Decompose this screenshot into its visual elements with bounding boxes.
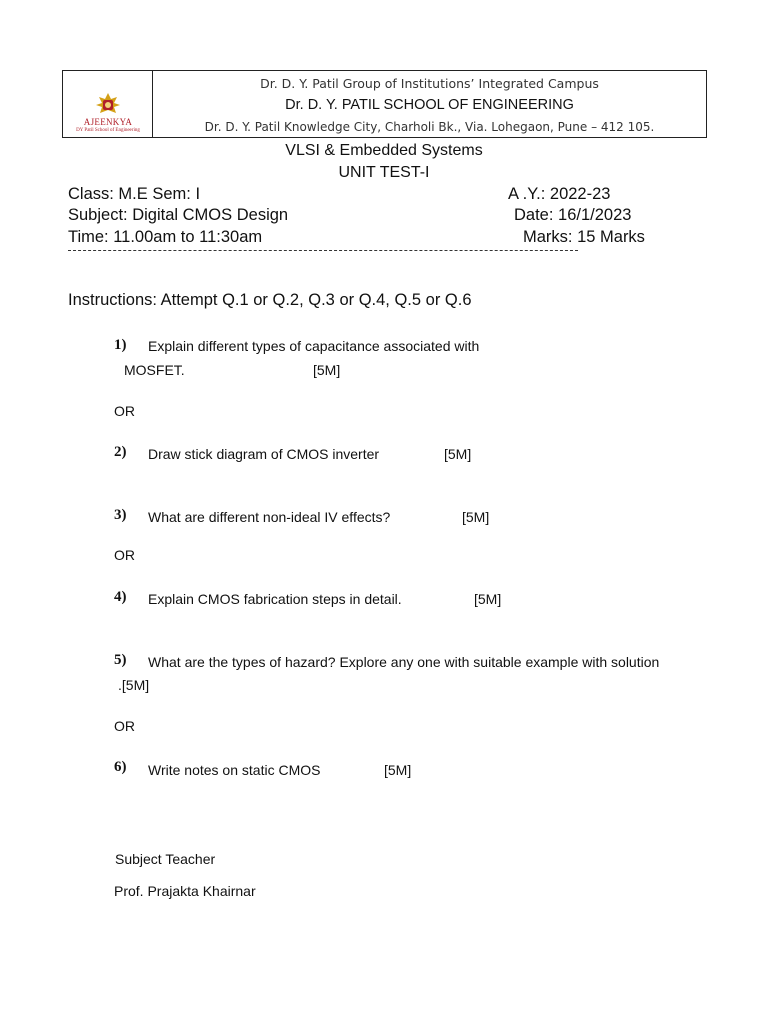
logo-subtitle: DY Patil School of Engineering [76,128,140,133]
question-number: 2) [114,444,127,460]
exam-date: Date: 16/1/2023 [514,206,632,224]
or-label: OR [114,547,135,563]
class-info: Class: M.E Sem: I [68,185,201,203]
subject-info: Subject: Digital CMOS Design [68,206,289,224]
separator-line [68,250,578,251]
instructions: Instructions: Attempt Q.1 or Q.2, Q.3 or Q.4, Q.5 or Q.6 [68,291,472,309]
question-number: 3) [114,507,127,523]
question-text-continued: .[5M] [118,677,150,693]
question-text: Write notes on static CMOS [148,762,321,778]
header-group-name: Dr. D. Y. Patil Group of Institutions’ Integrated Campus [260,76,599,91]
logo-wordmark: AJEENKYA [83,117,133,127]
header-address: Dr. D. Y. Patil Knowledge City, Charholi Bk., Via. Lohegaon, Pune – 412 105. [204,120,655,134]
or-label: OR [114,718,135,734]
logo-cell [63,71,153,137]
question-text: What are different non-ideal IV effects? [148,509,391,525]
question-text: Explain CMOS fabrication steps in detail. [148,591,402,607]
exam-time: Time: 11.00am to 11:30am [68,228,263,246]
question-marks: [5M] [462,509,490,525]
signature-role: Subject Teacher [115,851,216,867]
or-label: OR [114,403,135,419]
academic-year: A .Y.: 2022-23 [508,185,611,203]
question-text: Draw stick diagram of CMOS inverter [148,446,380,462]
department-title: VLSI & Embedded Systems [285,142,483,159]
question-text-continued: MOSFET. [124,362,185,378]
question-marks: [5M] [384,762,412,778]
question-text: Explain different types of capacitance associated with [148,338,480,354]
test-title: UNIT TEST-I [338,164,430,181]
total-marks: Marks: 15 Marks [523,228,645,246]
question-marks: [5M] [474,591,502,607]
header-school-name: Dr. D. Y. PATIL SCHOOL OF ENGINEERING [285,97,574,113]
institution-header [62,70,707,138]
question-number: 1) [114,337,127,353]
question-marks: [5M] [313,362,341,378]
crest-logo-icon [92,91,124,117]
question-number: 6) [114,759,127,775]
question-number: 5) [114,652,127,668]
question-text: What are the types of hazard? Explore any one with suitable example with solution [148,654,660,670]
question-number: 4) [114,589,127,605]
question-marks: [5M] [444,446,472,462]
teacher-name: Prof. Prajakta Khairnar [114,883,256,899]
